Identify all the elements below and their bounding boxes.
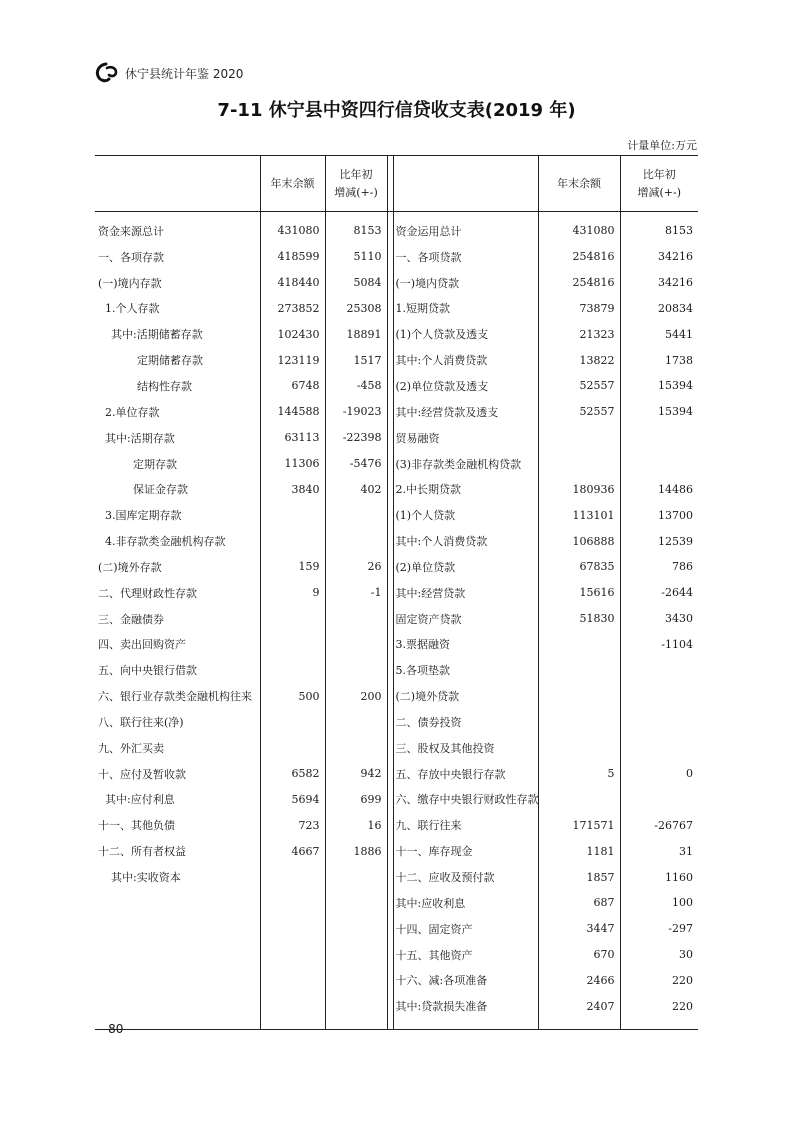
source-balance: 418599 bbox=[260, 244, 325, 270]
table-row bbox=[95, 270, 698, 296]
use-item-label: 十四、固定资产 bbox=[393, 916, 538, 942]
use-balance: 51830 bbox=[538, 606, 620, 632]
use-balance: 3447 bbox=[538, 916, 620, 942]
source-item-label: 资金来源总计 bbox=[95, 212, 260, 244]
table-row bbox=[95, 321, 698, 347]
use-change: 786 bbox=[672, 560, 693, 574]
use-change: 220 bbox=[672, 999, 693, 1013]
use-balance bbox=[538, 425, 620, 451]
source-item-label: 其中:活期储蓄存款 bbox=[95, 321, 260, 347]
table-header-row bbox=[95, 156, 698, 212]
source-balance bbox=[260, 735, 325, 761]
use-item-label: 5.各项垫款 bbox=[393, 657, 538, 683]
page-number: - 80 - bbox=[100, 1022, 132, 1036]
use-item-label: 其中:个人消费贷款 bbox=[393, 528, 538, 554]
source-balance: 723 bbox=[260, 812, 325, 838]
table-row bbox=[95, 967, 698, 993]
source-change bbox=[325, 709, 387, 735]
page-title: 7-11 休宁县中资四行信贷收支表(2019 年) bbox=[217, 100, 576, 121]
source-balance: 9 bbox=[260, 580, 325, 606]
source-change: 5110 bbox=[353, 250, 382, 264]
source-change: 942 bbox=[360, 767, 382, 781]
source-item-label bbox=[95, 916, 260, 942]
use-balance bbox=[538, 451, 620, 477]
source-change bbox=[325, 735, 387, 761]
header-change-left bbox=[325, 156, 387, 212]
use-item-label: 其中:个人消费贷款 bbox=[393, 347, 538, 373]
source-balance bbox=[260, 864, 325, 890]
header-balance-label: 年末余额 bbox=[270, 176, 315, 190]
header-change-line2: 增减(+-) bbox=[334, 185, 378, 199]
source-item-label: 2.单位存款 bbox=[95, 399, 260, 425]
source-balance bbox=[260, 657, 325, 683]
table-row bbox=[95, 606, 698, 632]
use-balance: 431080 bbox=[538, 212, 620, 244]
source-item-label: 其中:应付利息 bbox=[95, 787, 260, 813]
use-balance bbox=[538, 683, 620, 709]
table-row bbox=[95, 528, 698, 554]
use-item-label: (2)单位贷款及透支 bbox=[393, 373, 538, 399]
source-item-label: 一、各项存款 bbox=[95, 244, 260, 270]
use-change: 14486 bbox=[658, 482, 693, 496]
source-change: 1886 bbox=[353, 844, 382, 858]
source-balance bbox=[260, 916, 325, 942]
source-item-label bbox=[95, 967, 260, 993]
source-change: 18891 bbox=[346, 327, 382, 341]
yearbook-logo-icon bbox=[95, 62, 119, 84]
use-change: -26767 bbox=[654, 818, 693, 832]
use-balance: 21323 bbox=[538, 321, 620, 347]
use-balance: 73879 bbox=[538, 296, 620, 322]
source-balance: 4667 bbox=[260, 838, 325, 864]
use-item-label: (一)境内贷款 bbox=[393, 270, 538, 296]
use-balance bbox=[538, 657, 620, 683]
table-row bbox=[95, 425, 698, 451]
use-change: 30 bbox=[679, 948, 693, 962]
header-change-line2: 增减(+-) bbox=[637, 185, 682, 199]
use-change: 8153 bbox=[665, 224, 693, 238]
use-item-label: 贸易融资 bbox=[393, 425, 538, 451]
use-item-label: 其中:经营贷款及透支 bbox=[393, 399, 538, 425]
source-balance: 418440 bbox=[260, 270, 325, 296]
use-balance bbox=[538, 787, 620, 813]
use-balance bbox=[538, 735, 620, 761]
use-balance: 52557 bbox=[538, 373, 620, 399]
use-item-label: 十二、应收及预付款 bbox=[393, 864, 538, 890]
source-balance: 63113 bbox=[260, 425, 325, 451]
source-change: -5476 bbox=[349, 457, 382, 471]
table-row bbox=[95, 399, 698, 425]
table-row bbox=[95, 709, 698, 735]
source-item-label: 其中:活期存款 bbox=[95, 425, 260, 451]
source-balance: 159 bbox=[260, 554, 325, 580]
use-balance: 2407 bbox=[538, 993, 620, 1029]
source-balance: 102430 bbox=[260, 321, 325, 347]
use-change: 100 bbox=[672, 896, 693, 910]
source-balance bbox=[260, 890, 325, 916]
source-change: -22398 bbox=[342, 431, 382, 445]
table-row bbox=[95, 838, 698, 864]
source-change bbox=[325, 657, 387, 683]
use-change bbox=[620, 657, 698, 683]
use-item-label: 固定资产贷款 bbox=[393, 606, 538, 632]
source-balance: 273852 bbox=[260, 296, 325, 322]
source-item-label: 十、应付及暂收款 bbox=[95, 761, 260, 787]
header-item-left bbox=[95, 156, 260, 212]
source-balance bbox=[260, 709, 325, 735]
use-change bbox=[620, 451, 698, 477]
use-item-label: (1)个人贷款 bbox=[393, 502, 538, 528]
use-item-label: (2)单位贷款 bbox=[393, 554, 538, 580]
use-change: 20834 bbox=[658, 301, 693, 315]
use-balance: 13822 bbox=[538, 347, 620, 373]
table-row bbox=[95, 683, 698, 709]
source-item-label: 结构性存款 bbox=[95, 373, 260, 399]
use-change: 12539 bbox=[658, 534, 693, 548]
table-row bbox=[95, 373, 698, 399]
table-row bbox=[95, 451, 698, 477]
use-change: 0 bbox=[686, 767, 693, 781]
source-item-label: 二、代理财政性存款 bbox=[95, 580, 260, 606]
source-change: 16 bbox=[367, 818, 382, 832]
use-item-label: 2.中长期贷款 bbox=[393, 476, 538, 502]
source-change bbox=[325, 502, 387, 528]
use-change: 220 bbox=[672, 973, 693, 987]
table-row bbox=[95, 761, 698, 787]
table-row bbox=[95, 916, 698, 942]
table-row bbox=[95, 787, 698, 813]
source-change bbox=[325, 942, 387, 968]
source-balance bbox=[260, 942, 325, 968]
use-item-label: 1.短期贷款 bbox=[393, 296, 538, 322]
use-balance bbox=[538, 632, 620, 658]
source-change bbox=[325, 864, 387, 890]
use-item-label: 资金运用总计 bbox=[393, 212, 538, 244]
table-row bbox=[95, 502, 698, 528]
table-row bbox=[95, 347, 698, 373]
yearbook-title: 休宁县统计年鉴 2020 bbox=[125, 66, 244, 81]
source-change: -1 bbox=[370, 586, 382, 600]
use-change: 34216 bbox=[658, 276, 693, 290]
source-change: 699 bbox=[360, 792, 382, 806]
use-change: 1160 bbox=[665, 870, 693, 884]
use-balance: 1181 bbox=[538, 838, 620, 864]
use-change bbox=[620, 735, 698, 761]
use-change bbox=[620, 425, 698, 451]
use-change: 34216 bbox=[658, 250, 693, 264]
table-row bbox=[95, 632, 698, 658]
source-change: 25308 bbox=[346, 301, 382, 315]
table-row bbox=[95, 657, 698, 683]
source-item-label: 定期存款 bbox=[95, 451, 260, 477]
use-item-label: 六、缴存中央银行财政性存款 bbox=[393, 787, 538, 813]
source-item-label: 十二、所有者权益 bbox=[95, 838, 260, 864]
source-item-label: 定期储蓄存款 bbox=[95, 347, 260, 373]
source-change bbox=[325, 967, 387, 993]
source-balance: 5694 bbox=[260, 787, 325, 813]
use-item-label: 三、股权及其他投资 bbox=[393, 735, 538, 761]
source-change bbox=[325, 993, 387, 1029]
source-balance: 144588 bbox=[260, 399, 325, 425]
source-item-label: 九、外汇买卖 bbox=[95, 735, 260, 761]
source-item-label: 4.非存款类金融机构存款 bbox=[95, 528, 260, 554]
use-balance: 106888 bbox=[538, 528, 620, 554]
use-balance: 113101 bbox=[538, 502, 620, 528]
source-change bbox=[325, 606, 387, 632]
source-balance: 6582 bbox=[260, 761, 325, 787]
source-item-label: 十一、其他负债 bbox=[95, 812, 260, 838]
use-item-label: 十六、减:各项准备 bbox=[393, 967, 538, 993]
use-balance: 180936 bbox=[538, 476, 620, 502]
source-item-label: 五、向中央银行借款 bbox=[95, 657, 260, 683]
use-item-label: 二、债券投资 bbox=[393, 709, 538, 735]
source-item-label: 四、卖出回购资产 bbox=[95, 632, 260, 658]
source-item-label: (一)境内存款 bbox=[95, 270, 260, 296]
use-item-label: 五、存放中央银行存款 bbox=[393, 761, 538, 787]
use-item-label: 十一、库存现金 bbox=[393, 838, 538, 864]
use-balance: 2466 bbox=[538, 967, 620, 993]
use-change bbox=[620, 787, 698, 813]
source-change: -19023 bbox=[342, 405, 382, 419]
source-change: 200 bbox=[360, 689, 382, 703]
source-change: 8153 bbox=[353, 224, 382, 238]
source-item-label bbox=[95, 890, 260, 916]
use-item-label: 其中:应收利息 bbox=[393, 890, 538, 916]
use-change: 15394 bbox=[658, 379, 693, 393]
source-item-label: 八、联行往来(净) bbox=[95, 709, 260, 735]
source-item-label: 三、金融债券 bbox=[95, 606, 260, 632]
source-balance bbox=[260, 502, 325, 528]
use-change: 5441 bbox=[665, 327, 693, 341]
use-item-label: 九、联行往来 bbox=[393, 812, 538, 838]
header-balance-label: 年末余额 bbox=[557, 176, 601, 190]
use-change: 31 bbox=[679, 844, 693, 858]
source-balance bbox=[260, 993, 325, 1029]
header-balance-left bbox=[260, 156, 325, 212]
source-change: -458 bbox=[356, 379, 382, 393]
source-item-label: 1.个人存款 bbox=[95, 296, 260, 322]
use-item-label: (1)个人贷款及透支 bbox=[393, 321, 538, 347]
yearbook-header bbox=[95, 62, 243, 84]
source-change bbox=[325, 890, 387, 916]
use-change: -2644 bbox=[661, 586, 693, 600]
header-change-right bbox=[620, 156, 698, 212]
use-balance: 1857 bbox=[538, 864, 620, 890]
header-item-right bbox=[393, 156, 538, 212]
use-change: 3430 bbox=[665, 612, 693, 626]
source-balance: 431080 bbox=[260, 212, 325, 244]
unit-label: 计量单位:万元 bbox=[627, 139, 697, 152]
use-balance: 67835 bbox=[538, 554, 620, 580]
use-balance: 254816 bbox=[538, 270, 620, 296]
use-change: -297 bbox=[668, 922, 693, 936]
source-change bbox=[325, 528, 387, 554]
source-balance bbox=[260, 606, 325, 632]
source-item-label: 保证金存款 bbox=[95, 476, 260, 502]
use-balance: 254816 bbox=[538, 244, 620, 270]
use-item-label: (3)非存款类金融机构贷款 bbox=[393, 451, 538, 477]
table-row bbox=[95, 580, 698, 606]
table-row bbox=[95, 812, 698, 838]
use-change: 1738 bbox=[665, 353, 693, 367]
source-change bbox=[325, 632, 387, 658]
table-row bbox=[95, 890, 698, 916]
table-row bbox=[95, 735, 698, 761]
use-balance: 15616 bbox=[538, 580, 620, 606]
table-row bbox=[95, 244, 698, 270]
table-row bbox=[95, 212, 698, 244]
source-balance: 3840 bbox=[260, 476, 325, 502]
use-change bbox=[620, 709, 698, 735]
credit-table bbox=[95, 155, 698, 1030]
source-balance bbox=[260, 632, 325, 658]
table-row bbox=[95, 942, 698, 968]
source-balance: 123119 bbox=[260, 347, 325, 373]
source-balance: 6748 bbox=[260, 373, 325, 399]
source-balance bbox=[260, 528, 325, 554]
use-balance: 171571 bbox=[538, 812, 620, 838]
use-change: 15394 bbox=[658, 405, 693, 419]
source-item-label: 六、银行业存款类金融机构往来 bbox=[95, 683, 260, 709]
header-change-line1: 比年初 bbox=[339, 168, 373, 182]
source-balance: 500 bbox=[260, 683, 325, 709]
use-balance bbox=[538, 709, 620, 735]
source-balance bbox=[260, 967, 325, 993]
source-change: 402 bbox=[360, 482, 382, 496]
use-item-label: 十五、其他资产 bbox=[393, 942, 538, 968]
use-balance: 52557 bbox=[538, 399, 620, 425]
table-row bbox=[95, 993, 698, 1029]
table-row bbox=[95, 476, 698, 502]
use-balance: 5 bbox=[538, 761, 620, 787]
source-balance: 11306 bbox=[260, 451, 325, 477]
use-item-label: 一、各项贷款 bbox=[393, 244, 538, 270]
use-change bbox=[620, 683, 698, 709]
source-item-label: 其中:实收资本 bbox=[95, 864, 260, 890]
use-item-label: 其中:经营贷款 bbox=[393, 580, 538, 606]
source-item-label bbox=[95, 942, 260, 968]
table-row bbox=[95, 296, 698, 322]
source-item-label: 3.国库定期存款 bbox=[95, 502, 260, 528]
source-item-label: (二)境外存款 bbox=[95, 554, 260, 580]
source-change bbox=[325, 916, 387, 942]
table-row bbox=[95, 864, 698, 890]
use-item-label: (二)境外贷款 bbox=[393, 683, 538, 709]
use-change: -1104 bbox=[661, 637, 693, 651]
use-balance: 687 bbox=[538, 890, 620, 916]
table-row bbox=[95, 554, 698, 580]
use-balance: 670 bbox=[538, 942, 620, 968]
source-change: 5084 bbox=[353, 276, 382, 290]
header-change-line1: 比年初 bbox=[642, 168, 676, 182]
header-balance-right bbox=[538, 156, 620, 212]
use-item-label: 其中:贷款损失准备 bbox=[393, 993, 538, 1029]
use-item-label: 3.票据融资 bbox=[393, 632, 538, 658]
source-change: 26 bbox=[367, 560, 382, 574]
use-change: 13700 bbox=[658, 508, 693, 522]
source-change: 1517 bbox=[353, 353, 382, 367]
